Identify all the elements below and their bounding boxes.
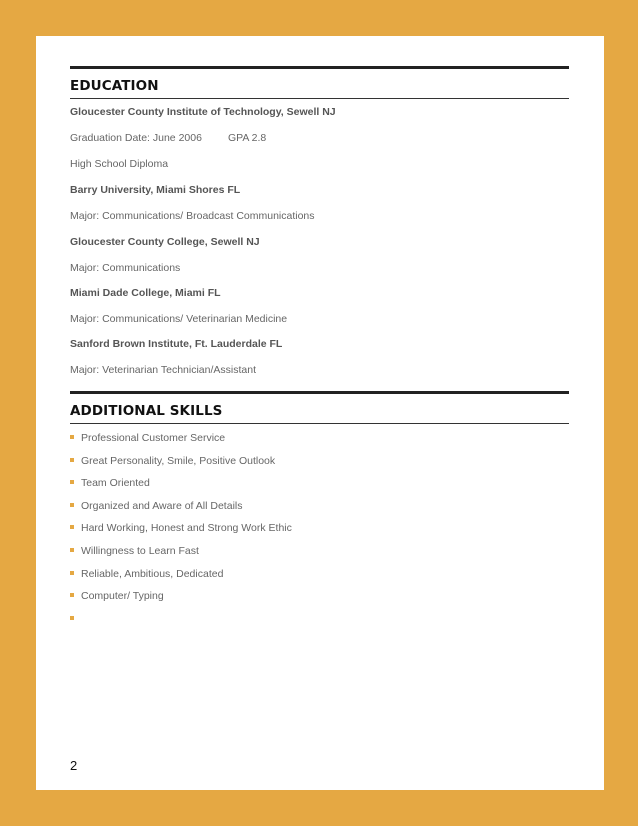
skills-section xyxy=(70,391,569,602)
school-entry: Sanford Brown Institute, Ft. Lauderdale FL xyxy=(70,338,283,350)
bullet-icon xyxy=(70,503,74,507)
skill-item xyxy=(70,477,150,489)
bullet-icon xyxy=(70,616,74,620)
section-title-rule xyxy=(70,423,569,424)
graduation-line xyxy=(70,132,266,144)
bullet-icon xyxy=(70,458,74,462)
section-top-rule xyxy=(70,391,569,394)
skill-item xyxy=(70,590,164,602)
bullet-icon xyxy=(70,571,74,575)
skill-item xyxy=(70,500,242,512)
resume-page xyxy=(36,36,604,790)
page-number: 2 xyxy=(70,758,78,773)
section-top-rule xyxy=(70,66,569,69)
skill-text: Computer/ Typing xyxy=(81,590,164,602)
skill-text: Reliable, Ambitious, Dedicated xyxy=(81,568,224,580)
major-entry: Major: Communications xyxy=(70,262,181,274)
skill-item xyxy=(70,613,81,625)
skill-item xyxy=(70,568,223,580)
skill-text: Hard Working, Honest and Strong Work Ethic xyxy=(81,522,292,534)
skill-item xyxy=(70,522,292,534)
bullet-icon xyxy=(70,525,74,529)
skill-item xyxy=(70,432,225,444)
skills-title: ADDITIONAL SKILLS xyxy=(70,403,223,419)
school-entry: Gloucester County College, Sewell NJ xyxy=(70,236,260,248)
school-entry: Miami Dade College, Miami FL xyxy=(70,287,221,299)
skill-text: Willingness to Learn Fast xyxy=(81,545,199,557)
skill-text: Organized and Aware of All Details xyxy=(81,500,243,512)
skill-text: Professional Customer Service xyxy=(81,432,226,444)
bullet-icon xyxy=(70,548,74,552)
bullet-icon xyxy=(70,480,74,484)
skill-text: Team Oriented xyxy=(81,477,150,489)
section-title-rule xyxy=(70,98,569,99)
school-entry: Gloucester County Institute of Technology, Sewell NJ xyxy=(70,106,336,118)
skill-item xyxy=(70,455,275,467)
major-entry: Major: Communications/ Veterinarian Medicine xyxy=(70,313,288,325)
skill-item xyxy=(70,545,199,557)
education-title: EDUCATION xyxy=(70,78,159,94)
major-entry: Major: Communications/ Broadcast Communications xyxy=(70,210,315,222)
graduation-date: Graduation Date: June 2006 xyxy=(70,132,202,144)
gpa: GPA 2.8 xyxy=(227,132,267,144)
skill-text: Great Personality, Smile, Positive Outlook xyxy=(81,455,276,467)
diploma: High School Diploma xyxy=(70,158,169,170)
major-entry: Major: Veterinarian Technician/Assistant xyxy=(70,364,256,376)
education-section xyxy=(70,66,569,376)
bullet-icon xyxy=(70,593,74,597)
school-entry: Barry University, Miami Shores FL xyxy=(70,184,241,196)
bullet-icon xyxy=(70,435,74,439)
